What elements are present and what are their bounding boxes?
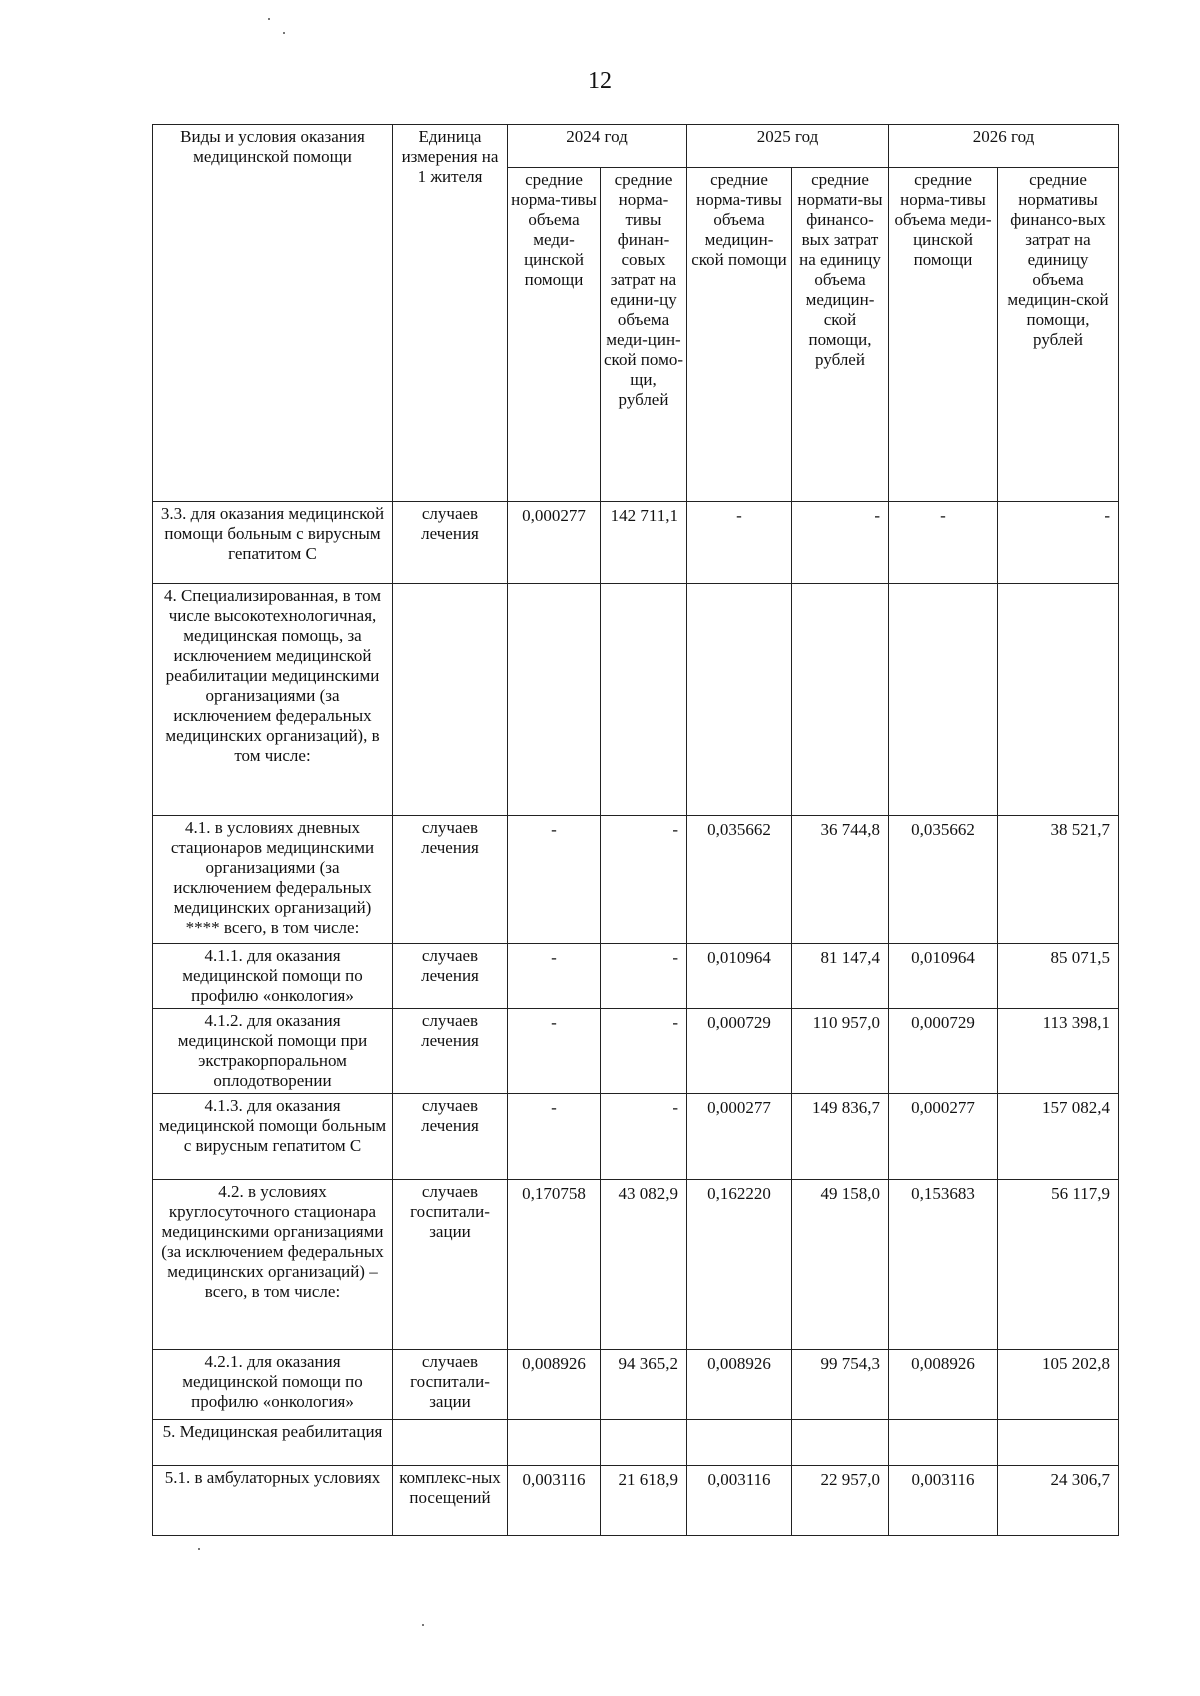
row-value: 157 082,4 bbox=[998, 1094, 1119, 1180]
row-value: - bbox=[687, 502, 792, 584]
table-row bbox=[153, 1350, 1119, 1420]
row-name: 4.2.1. для оказания медицинской помощи по профилю «онкология» bbox=[153, 1350, 393, 1420]
row-value: 49 158,0 bbox=[792, 1180, 889, 1350]
row-value: 36 744,8 bbox=[792, 816, 889, 944]
row-unit: случаев госпитали-зации bbox=[393, 1180, 508, 1350]
medical-standards-table bbox=[152, 124, 1119, 1536]
row-value: 22 957,0 bbox=[792, 1466, 889, 1536]
row-value: - bbox=[601, 1094, 687, 1180]
scan-dot bbox=[422, 1624, 424, 1626]
row-name: 5.1. в амбулаторных условиях bbox=[153, 1466, 393, 1536]
table-body bbox=[153, 502, 1119, 1536]
table-row bbox=[153, 584, 1119, 816]
table-row bbox=[153, 1420, 1119, 1466]
row-unit bbox=[393, 584, 508, 816]
row-value bbox=[508, 1420, 601, 1466]
row-value: 0,000729 bbox=[687, 1009, 792, 1094]
row-unit: случаев лечения bbox=[393, 944, 508, 1009]
row-value: - bbox=[601, 1009, 687, 1094]
row-value: 24 306,7 bbox=[998, 1466, 1119, 1536]
table-row bbox=[153, 1094, 1119, 1180]
row-value: 0,170758 bbox=[508, 1180, 601, 1350]
row-value: 105 202,8 bbox=[998, 1350, 1119, 1420]
row-value bbox=[792, 1420, 889, 1466]
row-value bbox=[508, 584, 601, 816]
subheader-cost: средние нормати-вы финансо-вых затрат на единицу объема медицин-ской помощи, рублей bbox=[792, 168, 889, 502]
scan-dot bbox=[198, 1548, 200, 1550]
row-name: 4. Специализированная, в том числе высокотехнологичная, медицинская помощь, за исключением медицинской реабилитации медицинскими организациями (за исключением федеральных медицинских организаций), в том числе: bbox=[153, 584, 393, 816]
row-value bbox=[601, 1420, 687, 1466]
row-value: - bbox=[601, 816, 687, 944]
row-value: 56 117,9 bbox=[998, 1180, 1119, 1350]
row-unit: комплекс-ных посещений bbox=[393, 1466, 508, 1536]
row-value: 0,035662 bbox=[687, 816, 792, 944]
row-value: - bbox=[601, 944, 687, 1009]
row-value: 0,003116 bbox=[889, 1466, 998, 1536]
row-value: - bbox=[508, 1009, 601, 1094]
table-row bbox=[153, 816, 1119, 944]
row-value: 113 398,1 bbox=[998, 1009, 1119, 1094]
row-value: 43 082,9 bbox=[601, 1180, 687, 1350]
header-unit: Единица измерения на 1 жителя bbox=[393, 125, 508, 502]
row-value: 0,153683 bbox=[889, 1180, 998, 1350]
row-value: 94 365,2 bbox=[601, 1350, 687, 1420]
row-value: 0,010964 bbox=[889, 944, 998, 1009]
row-value: 142 711,1 bbox=[601, 502, 687, 584]
row-unit: случаев лечения bbox=[393, 502, 508, 584]
row-value: - bbox=[508, 944, 601, 1009]
table-row bbox=[153, 1180, 1119, 1350]
row-value: 0,008926 bbox=[889, 1350, 998, 1420]
row-unit: случаев лечения bbox=[393, 1094, 508, 1180]
row-value: 0,162220 bbox=[687, 1180, 792, 1350]
row-name: 4.1.1. для оказания медицинской помощи по профилю «онкология» bbox=[153, 944, 393, 1009]
row-name: 4.1.3. для оказания медицинской помощи больным с вирусным гепатитом С bbox=[153, 1094, 393, 1180]
row-value bbox=[601, 584, 687, 816]
row-value: - bbox=[508, 816, 601, 944]
subheader-cost: средние норма-тивы финан-совых затрат на едини-цу объема меди-цин-ской помо-щи, рублей bbox=[601, 168, 687, 502]
table-row bbox=[153, 1009, 1119, 1094]
row-value: 85 071,5 bbox=[998, 944, 1119, 1009]
table-row bbox=[153, 502, 1119, 584]
subheader-volume: средние норма-тивы объема медицин-ской помощи bbox=[687, 168, 792, 502]
row-value: - bbox=[889, 502, 998, 584]
row-value bbox=[889, 1420, 998, 1466]
row-value: 0,008926 bbox=[687, 1350, 792, 1420]
row-value bbox=[687, 1420, 792, 1466]
header-year-2026: 2026 год bbox=[889, 125, 1119, 168]
row-value: 0,000277 bbox=[687, 1094, 792, 1180]
row-value: 149 836,7 bbox=[792, 1094, 889, 1180]
scan-dot bbox=[283, 32, 285, 34]
subheader-volume: средние норма-тивы объема меди-цинской помощи bbox=[889, 168, 998, 502]
subheader-cost: средние нормативы финансо-вых затрат на единицу объема медицин-ской помощи, рублей bbox=[998, 168, 1119, 502]
scan-dot bbox=[268, 18, 270, 20]
table-row bbox=[153, 1466, 1119, 1536]
row-value: 0,000277 bbox=[889, 1094, 998, 1180]
row-value: 0,000277 bbox=[508, 502, 601, 584]
row-unit: случаев лечения bbox=[393, 1009, 508, 1094]
row-value bbox=[687, 584, 792, 816]
page-number: 12 bbox=[588, 68, 612, 94]
row-value: - bbox=[792, 502, 889, 584]
subheader-volume: средние норма-тивы объема меди-цинской помощи bbox=[508, 168, 601, 502]
row-name: 4.2. в условиях круглосуточного стационара медицинскими организациями (за исключением федеральных медицинских организаций) – всего, в том числе: bbox=[153, 1180, 393, 1350]
row-value: 110 957,0 bbox=[792, 1009, 889, 1094]
row-value: 0,000729 bbox=[889, 1009, 998, 1094]
row-name: 4.1.2. для оказания медицинской помощи при экстракорпоральном оплодотворении bbox=[153, 1009, 393, 1094]
row-value: 0,035662 bbox=[889, 816, 998, 944]
row-unit bbox=[393, 1420, 508, 1466]
row-value: 0,008926 bbox=[508, 1350, 601, 1420]
row-name: 4.1. в условиях дневных стационаров медицинскими организациями (за исключением федеральных медицинских организаций) **** всего, в том числе: bbox=[153, 816, 393, 944]
row-value bbox=[889, 584, 998, 816]
row-value bbox=[792, 584, 889, 816]
row-unit: случаев лечения bbox=[393, 816, 508, 944]
header-year-2025: 2025 год bbox=[687, 125, 889, 168]
header-type: Виды и условия оказания медицинской помощи bbox=[153, 125, 393, 502]
row-value: 38 521,7 bbox=[998, 816, 1119, 944]
row-value: - bbox=[508, 1094, 601, 1180]
row-name: 5. Медицинская реабилитация bbox=[153, 1420, 393, 1466]
row-unit: случаев госпитали-зации bbox=[393, 1350, 508, 1420]
row-value: 0,003116 bbox=[508, 1466, 601, 1536]
row-name: 3.3. для оказания медицинской помощи больным с вирусным гепатитом С bbox=[153, 502, 393, 584]
row-value bbox=[998, 584, 1119, 816]
row-value bbox=[998, 1420, 1119, 1466]
row-value: 99 754,3 bbox=[792, 1350, 889, 1420]
row-value: 0,003116 bbox=[687, 1466, 792, 1536]
row-value: 0,010964 bbox=[687, 944, 792, 1009]
row-value: 81 147,4 bbox=[792, 944, 889, 1009]
row-value: - bbox=[998, 502, 1119, 584]
table-row bbox=[153, 944, 1119, 1009]
header-year-2024: 2024 год bbox=[508, 125, 687, 168]
row-value: 21 618,9 bbox=[601, 1466, 687, 1536]
